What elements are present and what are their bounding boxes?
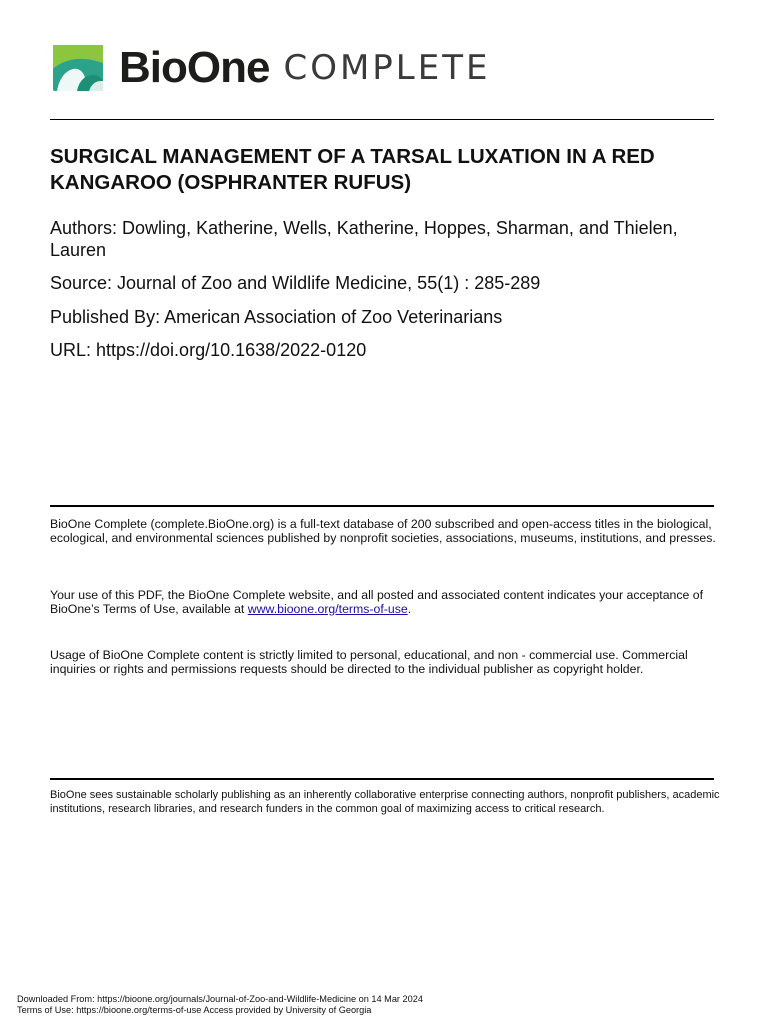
bottom-divider [50, 778, 714, 780]
logo-wordmark-complete: COMPLETE [283, 48, 491, 88]
article-title: SURGICAL MANAGEMENT OF A TARSAL LUXATION IN A RED KANGAROO (OSPHRANTER RUFUS) [50, 145, 655, 194]
article-authors: Authors: Dowling, Katherine, Wells, Katherine, Hoppes, Sharman, and Thielen, Lauren [50, 218, 678, 260]
mission-statement: BioOne sees sustainable scholarly publishing as an inherently collaborative enterprise connecting authors, nonprofit publishers, academic institutions, research libraries, and research funders in the common goal of maximizing access to critical research. [50, 789, 720, 815]
bioone-logo [53, 44, 490, 92]
article-source: Source: Journal of Zoo and Wildlife Medicine, 55(1) : 285-289 [50, 273, 541, 293]
usage-notice: Usage of BioOne Complete content is strictly limited to personal, educational, and non - commercial use. Commercial inquiries or rights and permissions requests should be directed to the individual publisher as copyright holder. [50, 648, 688, 676]
middle-divider [50, 505, 714, 507]
terms-of-use-link[interactable]: www.bioone.org/terms-of-use [247, 602, 408, 616]
terms-notice-suffix: . [407, 602, 412, 616]
database-notice: BioOne Complete (complete.BioOne.org) is a full-text database of 200 subscribed and open-access titles in the biological, ecological, and environmental sciences published by nonprofit societies, associations, museums, institutions, and presses. [50, 517, 716, 545]
terms-notice-text: Your use of this PDF, the BioOne Complete website, and all posted and associated content indicates your acceptance of BioOne’s Terms of Use, available at [50, 588, 704, 616]
footer-terms-of-use: Terms of Use: https://bioone.org/terms-of-use Access provided by University of Georgia [17, 1005, 372, 1015]
terms-notice [50, 588, 720, 616]
top-divider [50, 119, 714, 120]
logo-wordmark-bioone: BioOne [119, 43, 270, 92]
article-publisher: Published By: American Association of Zoo Veterinarians [50, 307, 503, 327]
footer-downloaded-from: Downloaded From: https://bioone.org/journals/Journal-of-Zoo-and-Wildlife-Medicine on 14 Mar 2024 [17, 994, 423, 1004]
article-url[interactable]: URL: https://doi.org/10.1638/2022-0120 [50, 340, 367, 360]
page-footer [17, 994, 423, 1016]
bioone-logo-mark-icon [53, 45, 103, 91]
